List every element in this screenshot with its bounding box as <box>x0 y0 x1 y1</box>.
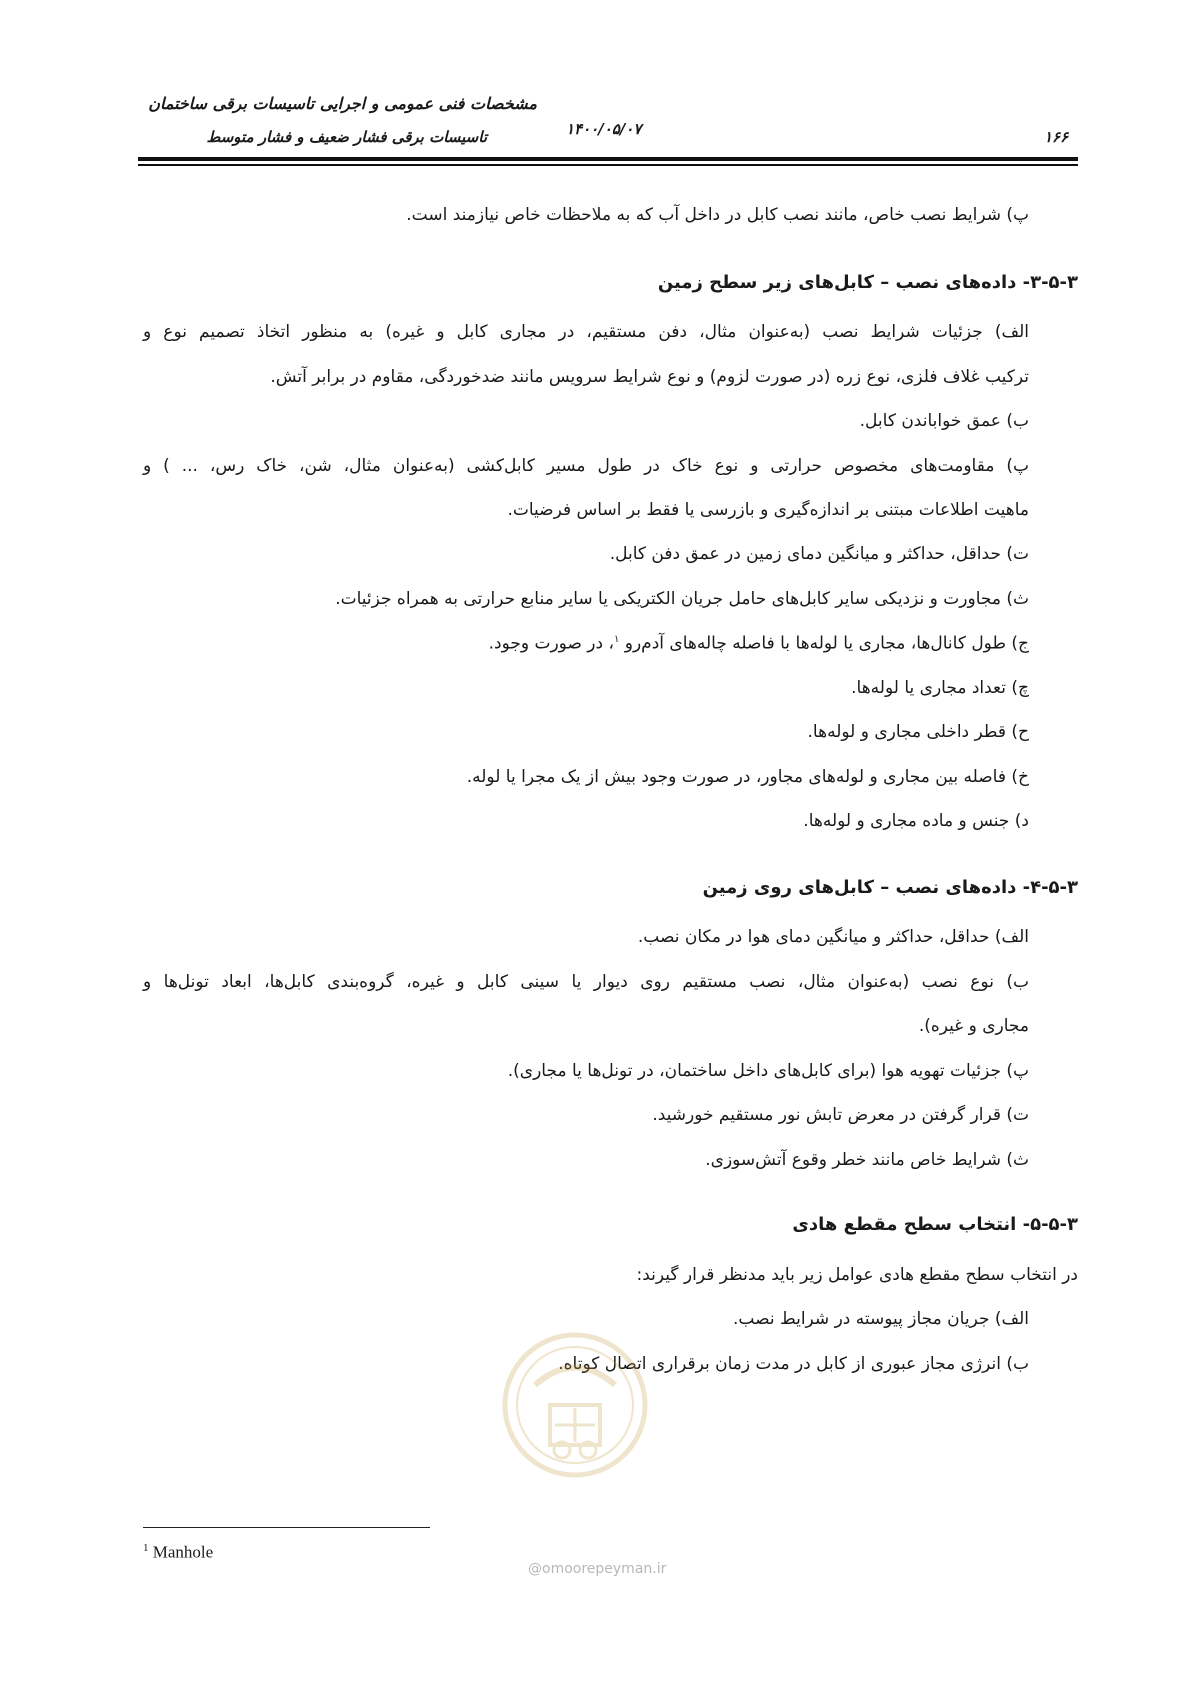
footnote-reference[interactable]: ۱ <box>613 634 620 645</box>
section-heading-3-5-3: ۳-۵-۳- داده‌های نصب – کابل‌های زیر سطح زمین <box>657 272 1078 293</box>
list-item: د) جنس و ماده مجاری و لوله‌ها. <box>803 811 1029 831</box>
watermark-url: @omoorepeyman.ir <box>528 1561 667 1577</box>
list-item-continuation: ترکیب غلاف فلزی، نوع زره (در صورت لزوم) و نوع شرایط سرویس مانند ضدخوردگی، مقاوم در برابر آتش. <box>270 367 1029 387</box>
footnote-separator <box>143 1527 430 1528</box>
list-item: ب) انرژی مجاز عبوری از کابل در مدت زمان برقراری اتصال کوتاه. <box>558 1354 1029 1374</box>
intro-item: پ) شرایط نصب خاص، مانند نصب کابل در داخل آب که به ملاحظات خاص نیازمند است. <box>406 205 1029 225</box>
list-item: ت) حداقل، حداکثر و میانگین دمای زمین در عمق دفن کابل. <box>609 544 1029 564</box>
page-number: ۱۶۶ <box>1044 128 1069 146</box>
section-heading-3-5-4: ۴-۵-۳- داده‌های نصب – کابل‌های روی زمین <box>702 877 1078 898</box>
list-item: ث) مجاورت و نزدیکی سایر کابل‌های حامل جریان الکتریکی یا سایر منابع حرارتی به همراه جزئیات. <box>335 589 1029 609</box>
list-item: ب) نوع نصب (به‌عنوان مثال، نصب مستقیم روی دیوار یا سینی کابل و غیره، گروه‌بندی کابل‌ها، ابعاد تونل‌ها و <box>143 972 1029 992</box>
list-item-text: ج) طول کانال‌ها، مجاری یا لوله‌ها با فاصله چاله‌های آدم‌رو <box>624 633 1029 654</box>
list-item-with-footnote <box>489 635 1029 653</box>
header-rule-thick <box>138 157 1078 161</box>
list-item: پ) مقاومت‌های مخصوص حرارتی و نوع خاک در طول مسیر کابل‌کشی (به‌عنوان مثال، شن، خاک رس، ... ) و <box>143 456 1029 476</box>
header-rule-thin <box>138 164 1078 166</box>
footnote-number: 1 <box>143 1542 149 1554</box>
list-item-continuation: مجاری و غیره). <box>918 1016 1029 1036</box>
footnote-text: Manhole <box>152 1542 214 1562</box>
section-intro: در انتخاب سطح مقطع هادی عوامل زیر باید مدنظر قرار گیرند: <box>636 1265 1078 1285</box>
list-item: ت) قرار گرفتن در معرض تابش نور مستقیم خورشید. <box>652 1105 1029 1125</box>
watermark-seal-icon <box>500 1330 650 1480</box>
list-item: الف) حداقل، حداکثر و میانگین دمای هوا در مکان نصب. <box>637 927 1029 947</box>
list-item: الف) جریان مجاز پیوسته در شرایط نصب. <box>732 1309 1029 1329</box>
list-item: الف) جزئیات شرایط نصب (به‌عنوان مثال، دفن مستقیم، در مجاری کابل و غیره) به منظور اتخاذ تصمیم نوع و <box>143 322 1029 342</box>
header-subtitle: تاسیسات برقی فشار ضعیف و فشار متوسط <box>206 128 487 146</box>
list-item-continuation: ماهیت اطلاعات مبتنی بر اندازه‌گیری و بازرسی یا فقط بر اساس فرضیات. <box>507 500 1029 520</box>
header-date: ۱۴۰۰/۰۵/۰۷ <box>566 120 642 138</box>
list-item: چ) تعداد مجاری یا لوله‌ها. <box>851 678 1029 698</box>
header-title: مشخصات فنی عمومی و اجرایی تاسیسات برقی ساختمان <box>148 94 537 113</box>
list-item: ب) عمق خواباندن کابل. <box>859 411 1029 431</box>
list-item: ح) قطر داخلی مجاری و لوله‌ها. <box>807 722 1029 742</box>
list-item: پ) جزئیات تهویه هوا (برای کابل‌های داخل ساختمان، در تونل‌ها یا مجاری). <box>507 1061 1029 1081</box>
section-heading-3-5-5: ۵-۵-۳- انتخاب سطح مقطع هادی <box>792 1214 1078 1235</box>
footnote <box>143 1542 213 1563</box>
list-item-text-end: ، در صورت وجود. <box>488 633 614 654</box>
list-item: خ) فاصله بین مجاری و لوله‌های مجاور، در صورت وجود بیش از یک مجرا یا لوله. <box>466 767 1029 787</box>
list-item: ث) شرایط خاص مانند خطر وقوع آتش‌سوزی. <box>705 1150 1029 1170</box>
